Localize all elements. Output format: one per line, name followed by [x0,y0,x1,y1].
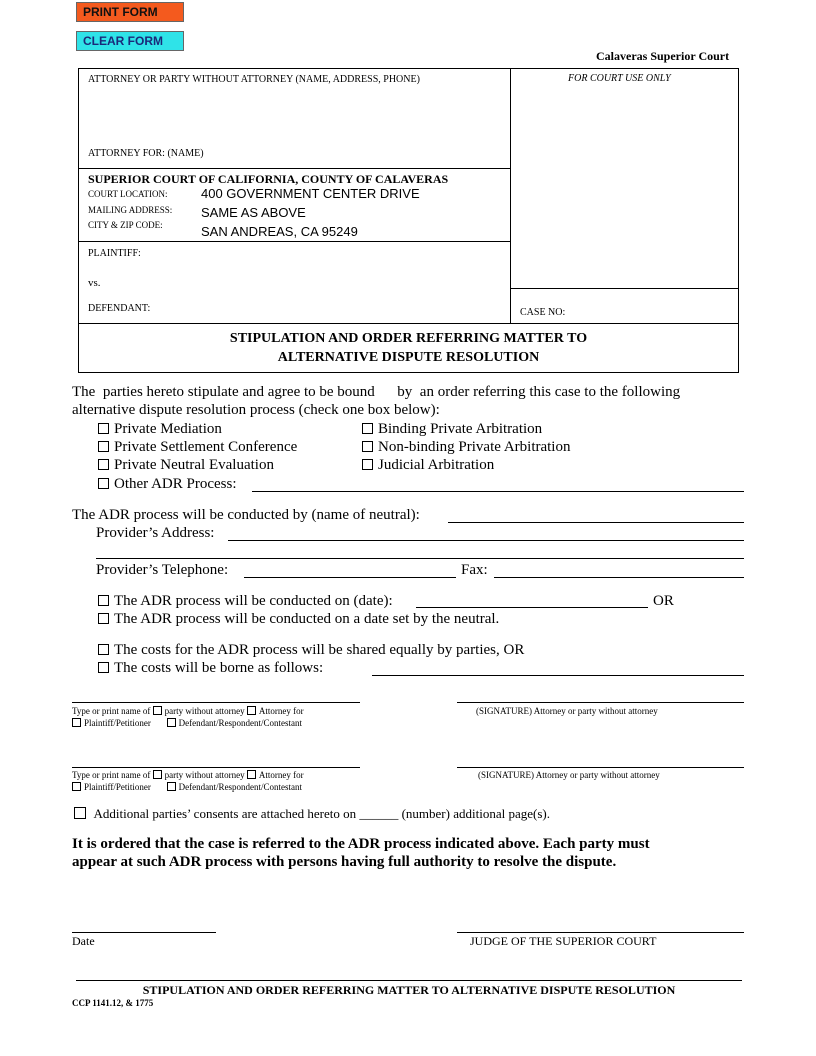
option-costs-borne[interactable]: The costs will be borne as follows: [98,660,323,677]
city-zip-value: SAN ANDREAS, CA 95249 [201,224,358,239]
order-line-1: It is ordered that the case is referred to the ADR process indicated above. Each party must [72,836,650,852]
court-title: SUPERIOR COURT OF CALIFORNIA, COUNTY OF CALAVERAS [88,172,449,186]
option-private-settlement[interactable]: Private Settlement Conference [98,439,297,456]
city-zip-label: CITY & ZIP CODE: [88,220,163,230]
attorney-for-label: ATTORNEY FOR: (NAME) [88,148,204,159]
option-other-adr[interactable]: Other ADR Process: [98,476,237,493]
attorney-label: ATTORNEY OR PARTY WITHOUT ATTORNEY (NAME, ADDRESS, PHONE) [88,74,420,85]
provider-phone-input[interactable] [244,577,456,578]
footer-code: CCP 1141.12, & 1775 [72,998,154,1008]
neutral-name-input[interactable] [448,522,744,523]
court-location-value: 400 GOVERNMENT CENTER DRIVE [201,186,420,201]
vs-label: vs. [88,277,101,289]
checkbox[interactable] [247,770,256,779]
option-private-neutral-evaluation[interactable]: Private Neutral Evaluation [98,457,274,474]
checkbox[interactable] [74,807,86,819]
checkbox[interactable] [98,478,109,489]
case-no-label: CASE NO: [520,307,566,318]
footer-title: STIPULATION AND ORDER REFERRING MATTER TO ALTERNATIVE DISPUTE RESOLUTION [142,983,676,997]
provider-address-input-2[interactable] [96,558,744,559]
court-name: Calaveras Superior Court [596,49,730,63]
checkbox[interactable] [362,423,373,434]
checkbox[interactable] [98,459,109,470]
checkbox[interactable] [98,441,109,452]
sig2-signature-label: (SIGNATURE) Attorney or party without attorney [478,770,660,780]
sig1-party-row: Plaintiff/Petitioner Defendant/Respondent/Contestant [72,718,302,728]
date-input[interactable] [416,607,648,608]
neutral-label: The ADR process will be conducted by (name of neutral): [72,507,420,523]
plaintiff-label: PLAINTIFF: [88,248,141,259]
mailing-address-label: MAILING ADDRESS: [88,205,173,215]
intro-line-2: alternative dispute resolution process (check one box below): [72,402,440,418]
fax-input[interactable] [494,577,744,578]
provider-address-input[interactable] [228,540,744,541]
additional-parties[interactable]: Additional parties’ consents are attached hereto on ______ (number) additional page(s). [74,806,550,822]
option-nonbinding-arbitration[interactable]: Non-binding Private Arbitration [362,439,570,456]
checkbox[interactable] [167,718,176,727]
signature-line-2[interactable] [457,767,744,768]
option-costs-shared[interactable]: The costs for the ADR process will be shared equally by parties, OR [98,642,524,659]
date-label: Date [72,934,95,948]
checkbox[interactable] [153,770,162,779]
or-label: OR [653,593,674,609]
sig1-signature-label: (SIGNATURE) Attorney or party without attorney [476,706,658,716]
provider-address-label: Provider’s Address: [96,525,215,541]
date-line[interactable] [72,932,216,933]
attorney-input[interactable] [90,90,500,146]
sig2-type-row: Type or print name of party without attorney Attorney for [72,770,304,780]
print-form-button[interactable]: PRINT FORM [76,2,184,22]
sig2-party-row: Plaintiff/Petitioner Defendant/Respondent/Contestant [72,782,302,792]
checkbox[interactable] [72,782,81,791]
checkbox[interactable] [98,644,109,655]
checkbox[interactable] [72,718,81,727]
title-line-2: ALTERNATIVE DISPUTE RESOLUTION [277,350,540,365]
checkbox[interactable] [153,706,162,715]
checkbox[interactable] [98,595,109,606]
title-line-1: STIPULATION AND ORDER REFERRING MATTER TO [229,331,588,346]
option-private-mediation[interactable]: Private Mediation [98,421,222,438]
judge-label: JUDGE OF THE SUPERIOR COURT [470,934,657,948]
checkbox[interactable] [247,706,256,715]
order-line-2: appear at such ADR process with persons having full authority to resolve the dispute. [72,854,617,870]
option-date[interactable]: The ADR process will be conducted on (date): [98,593,393,610]
checkbox[interactable] [98,613,109,624]
option-neutral-date[interactable]: The ADR process will be conducted on a date set by the neutral. [98,611,499,628]
option-judicial-arbitration[interactable]: Judicial Arbitration [362,457,494,474]
fax-label: Fax: [461,562,488,578]
court-use-label: FOR COURT USE ONLY [568,73,671,84]
provider-phone-label: Provider’s Telephone: [96,562,229,578]
checkbox[interactable] [167,782,176,791]
court-location-label: COURT LOCATION: [88,189,168,199]
judge-signature-line[interactable] [457,932,744,933]
checkbox[interactable] [98,423,109,434]
option-binding-arbitration[interactable]: Binding Private Arbitration [362,421,542,438]
checkbox[interactable] [362,459,373,470]
other-adr-input[interactable] [252,491,744,492]
name-line-2[interactable] [72,767,360,768]
sig1-type-row: Type or print name of party without attorney Attorney for [72,706,304,716]
checkbox[interactable] [362,441,373,452]
checkbox[interactable] [98,662,109,673]
signature-line-1[interactable] [457,702,744,703]
clear-form-button[interactable]: CLEAR FORM [76,31,184,51]
costs-borne-input[interactable] [372,675,744,676]
intro-line-1: The parties hereto stipulate and agree to be bound by an order referring this case to the following [72,384,681,400]
name-line-1[interactable] [72,702,360,703]
defendant-label: DEFENDANT: [88,303,151,314]
mailing-address-value: SAME AS ABOVE [201,205,306,220]
